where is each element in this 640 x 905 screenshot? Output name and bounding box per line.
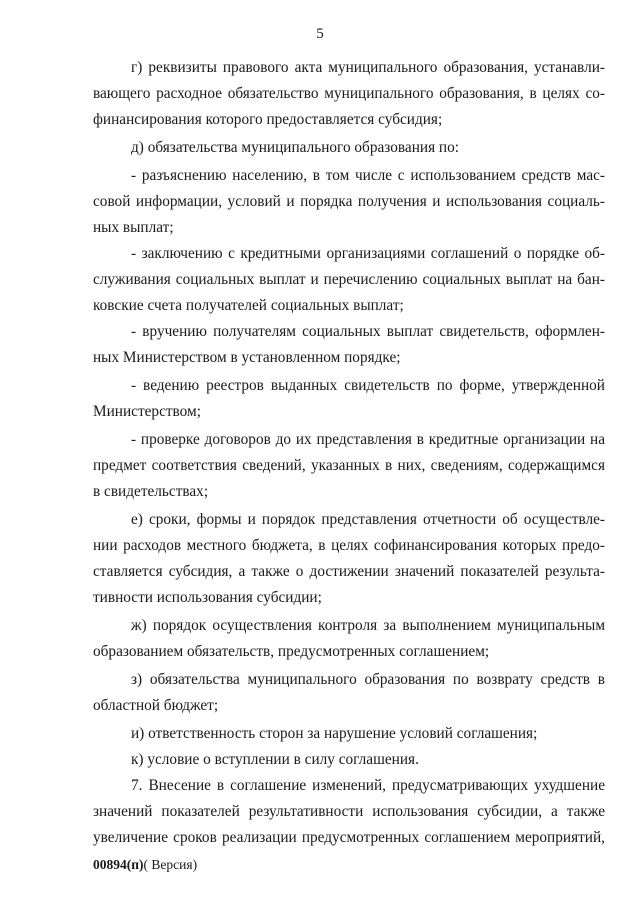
text-line: нии расходов местного бюджета, в целях софинансирования которых предо- [93,537,605,554]
text-line: финансирования которого предоставляется субсидия; [93,111,443,128]
document-footer [93,857,197,873]
text-line: 7. Внесение в соглашение изменений, предусматривающих ухудшение [131,777,605,794]
text-line: предмет соответствия сведений, указанных в них, сведениям, содержащимся [93,457,605,474]
text-line: значений показателей результативности использования субсидии, а также [93,803,605,820]
text-line: д) обязательства муниципального образования по: [131,139,460,156]
text-line: областной бюджет; [93,697,219,714]
text-line: служивания социальных выплат и перечислению социальных выплат на бан- [93,271,605,288]
text-line: - вручению получателям социальных выплат свидетельств, оформлен- [131,323,605,340]
page-number: 5 [316,26,324,42]
text-line: увеличение сроков реализации предусмотренных соглашением мероприятий, [93,829,605,846]
text-line: вающего расходное обязательство муниципального образования, в целях со- [93,85,605,102]
text-line: совой информации, условий и порядка получения и использования социаль- [93,193,605,210]
text-line: ковские счета получателей социальных выплат; [93,297,404,314]
text-line: образованием обязательств, предусмотренных соглашением; [93,643,490,660]
text-line: - заключению с кредитными организациями соглашений о порядке об- [131,245,605,262]
text-line: з) обязательства муниципального образования по возврату средств в [131,671,605,688]
text-line: г) реквизиты правового акта муниципального образования, устанавли- [131,59,605,76]
text-line: - проверке договоров до их представления в кредитные организации на [131,431,605,448]
text-line: - ведению реестров выданных свидетельств по форме, утвержденной [131,377,605,394]
text-line: Министерством; [93,403,201,420]
text-line: - разъяснению населению, в том числе с использованием средств мас- [131,167,605,184]
text-line: ставляется субсидия, а также о достижении значений показателей результа- [93,563,605,580]
document-version: ( Версия) [143,857,198,872]
text-line: ж) порядок осуществления контроля за выполнением муниципальным [131,617,605,634]
text-line: ных Министерством в установленном порядке; [93,349,401,366]
text-line: и) ответственность сторон за нарушение условий соглашения; [131,725,538,742]
text-line: е) сроки, формы и порядок представления отчетности об осуществле- [131,511,605,528]
text-line: тивности использования субсидии; [93,589,322,606]
document-code: 00894(п) [93,857,144,872]
text-line: в свидетельствах; [93,483,209,500]
text-line: ных выплат; [93,219,174,236]
text-line: к) условие о вступлении в силу соглашения. [131,751,419,768]
